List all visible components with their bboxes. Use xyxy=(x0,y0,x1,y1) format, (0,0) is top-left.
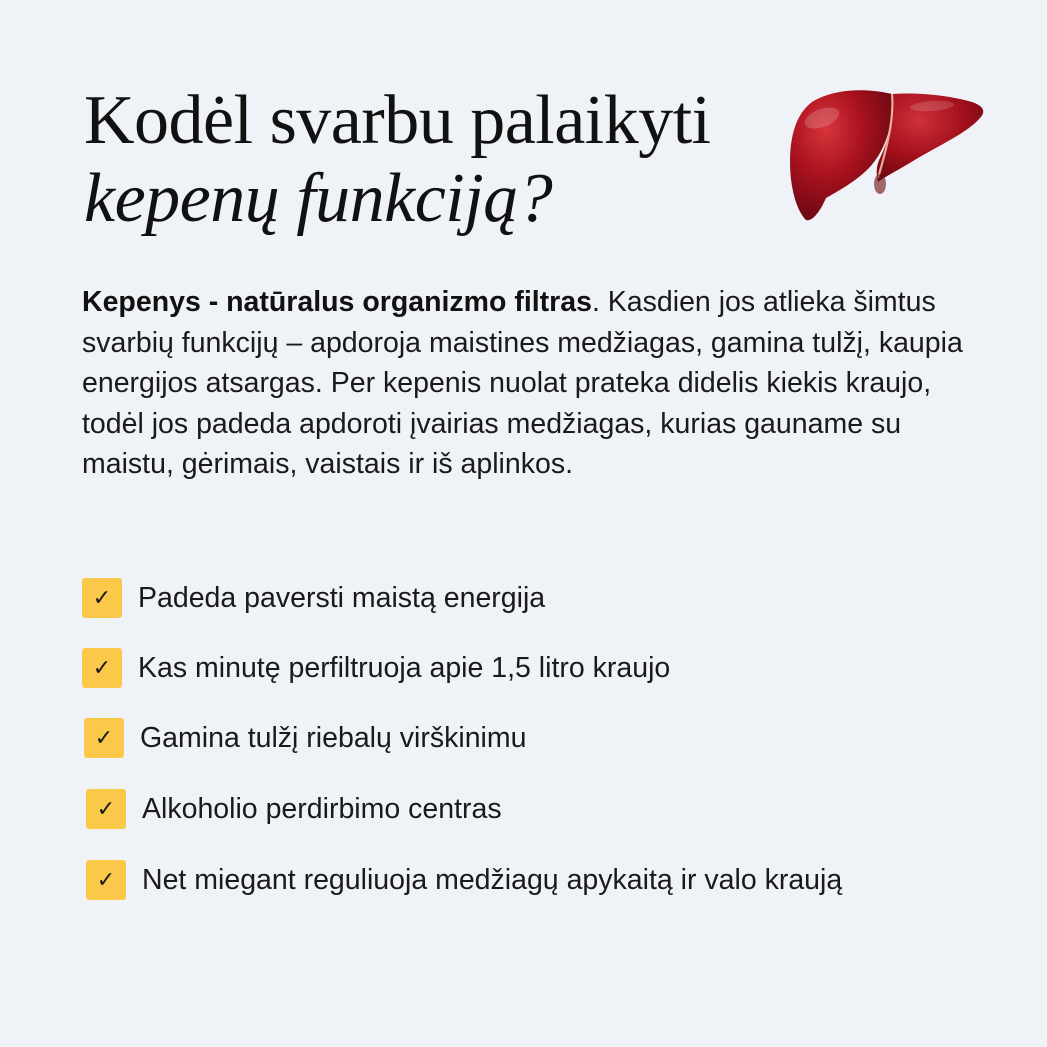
checklist-item xyxy=(86,859,842,901)
checklist-item-text: Padeda paversti maistą energija xyxy=(138,581,546,614)
checkmark-icon: ✓ xyxy=(84,718,124,758)
intro-text: . Kasdien jos atlieka šimtus svarbių funkcijų – apdoroja maistines medžiagas, gamina tulžį, kaupia energijos atsargas. Per kepenis nuolat prateka didelis kiekis kraujo, todėl jos padeda apdoroti įvairias medžiagas, kurias gauname su maistu, gėrimais, vaistais ir iš aplinkos. xyxy=(82,286,963,480)
checklist-item-text: Gamina tulžį riebalų virškinimu xyxy=(140,721,527,754)
title-line-2: kepenų funkciją? xyxy=(84,160,553,237)
checkmark-icon: ✓ xyxy=(86,789,126,829)
liver-icon xyxy=(782,78,988,228)
intro-bold: Kepenys - natūralus organizmo filtras xyxy=(82,286,592,318)
checklist-item xyxy=(84,717,526,759)
checklist-item-text: Net miegant reguliuoja medžiagų apykaitą ir valo kraują xyxy=(142,863,843,896)
checklist-item-text: Alkoholio perdirbimo centras xyxy=(142,792,502,825)
intro-paragraph xyxy=(82,282,982,485)
title-line-1: Kodėl svarbu palaikyti xyxy=(84,82,711,159)
page-title xyxy=(84,82,711,238)
checklist-item-text: Kas minutę perfiltruoja apie 1,5 litro kraujo xyxy=(138,651,671,684)
checklist-item xyxy=(82,647,670,689)
checklist-item xyxy=(82,577,545,619)
checkmark-icon: ✓ xyxy=(82,648,122,688)
checkmark-icon: ✓ xyxy=(82,578,122,618)
checklist-item xyxy=(86,788,502,830)
checkmark-icon: ✓ xyxy=(86,860,126,900)
